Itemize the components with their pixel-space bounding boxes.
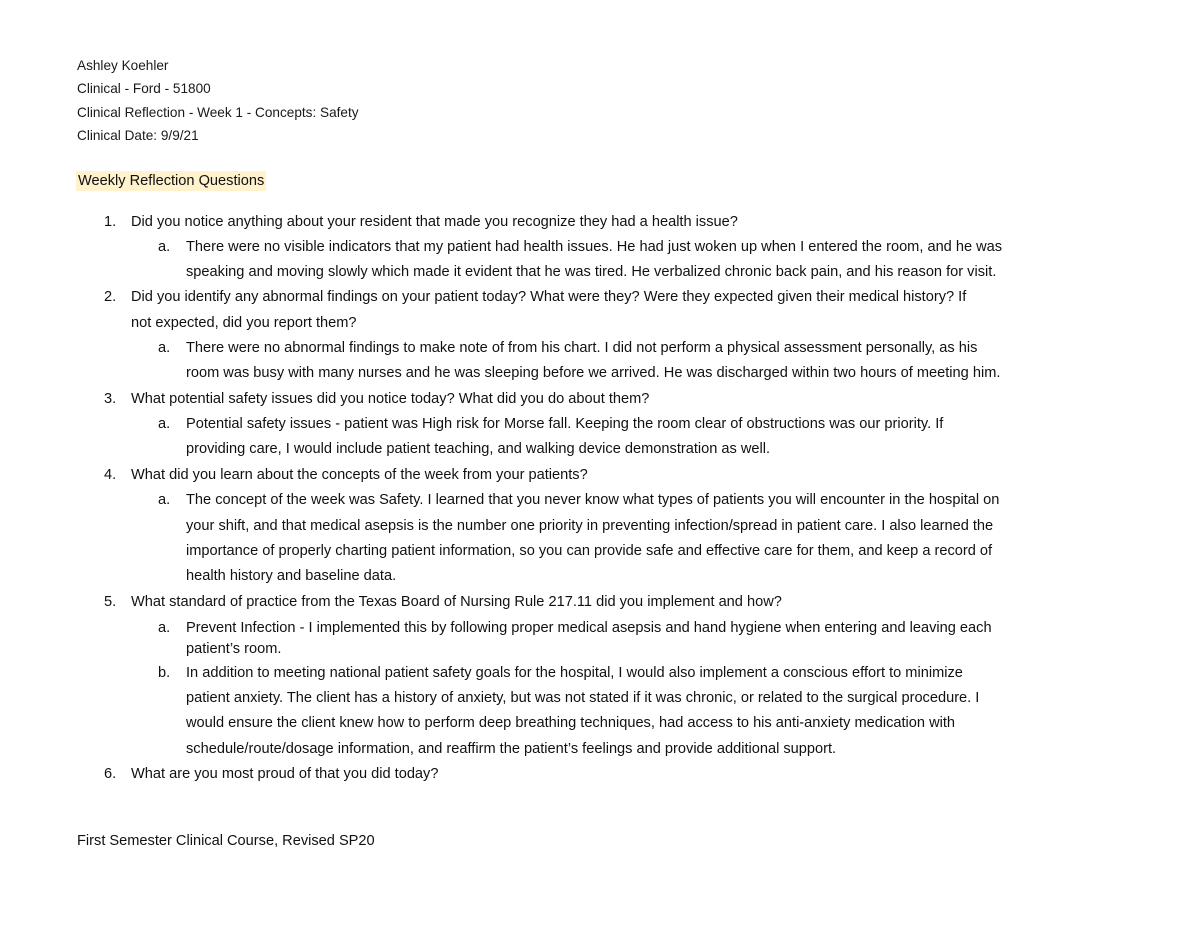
answer-letter: a. xyxy=(158,416,171,432)
answer-letter: a. xyxy=(158,239,171,255)
section-title: Weekly Reflection Questions xyxy=(78,173,265,189)
clinical-date: Clinical Date: 9/9/21 xyxy=(77,128,199,143)
question-number: 1. xyxy=(104,214,117,230)
answer-text: Prevent Infection - I implemented this by following proper medical asepsis and hand hygiene when entering and leaving each xyxy=(186,620,992,636)
question-text: What did you learn about the concepts of the week from your patients? xyxy=(131,467,588,483)
question-number: 6. xyxy=(104,766,117,782)
question-text: What potential safety issues did you notice today? What did you do about them? xyxy=(131,391,650,407)
answer-text: Potential safety issues - patient was High risk for Morse fall. Keeping the room clear of obstructions was our priority. If xyxy=(186,416,944,432)
question-number: 3. xyxy=(104,391,117,407)
answer-letter: a. xyxy=(158,340,171,356)
answer-letter: a. xyxy=(158,492,171,508)
answer-text: speaking and moving slowly which made it evident that he was tired. He verbalized chronic back pain, and his reason for visit. xyxy=(186,264,997,280)
question-text: What standard of practice from the Texas Board of Nursing Rule 217.11 did you implement and how? xyxy=(131,594,782,610)
answer-text: patient’s room. xyxy=(186,641,282,657)
answer-text: room was busy with many nurses and he was sleeping before we arrived. He was discharged within two hours of meeting him. xyxy=(186,365,1001,381)
reflection-title: Clinical Reflection - Week 1 - Concepts: Safety xyxy=(77,105,359,120)
answer-text: schedule/route/dosage information, and reaffirm the patient’s feelings and provide additional support. xyxy=(186,741,837,757)
answer-letter: b. xyxy=(158,665,171,681)
student-name: Ashley Koehler xyxy=(77,58,169,73)
question-text: What are you most proud of that you did today? xyxy=(131,766,439,782)
answer-letter: a. xyxy=(158,620,171,636)
answer-text: your shift, and that medical asepsis is the number one priority in preventing infection/spread in patient care. I also learned the xyxy=(186,518,994,534)
answer-text: health history and baseline data. xyxy=(186,568,397,584)
question-number: 2. xyxy=(104,289,117,305)
answer-text: patient anxiety. The client has a history of anxiety, but was not stated if it was chronic, or related to the surgical procedure. I xyxy=(186,690,980,706)
question-text: Did you identify any abnormal findings on your patient today? What were they? Were they expected given their medical history? If xyxy=(131,289,967,305)
answer-text: providing care, I would include patient teaching, and walking device demonstration as well. xyxy=(186,441,771,457)
answer-text: importance of properly charting patient information, so you can provide safe and effective care for them, and keep a record of xyxy=(186,543,993,559)
page-footer: First Semester Clinical Course, Revised SP20 xyxy=(77,833,375,849)
clinical-info: Clinical - Ford - 51800 xyxy=(77,81,211,96)
question-text: not expected, did you report them? xyxy=(131,315,357,331)
question-text: Did you notice anything about your resident that made you recognize they had a health issue? xyxy=(131,214,738,230)
question-number: 5. xyxy=(104,594,117,610)
answer-text: There were no visible indicators that my patient had health issues. He had just woken up when I entered the room, and he was xyxy=(186,239,1003,255)
answer-text: In addition to meeting national patient safety goals for the hospital, I would also implement a conscious effort to minimize xyxy=(186,665,963,681)
question-number: 4. xyxy=(104,467,117,483)
answer-text: would ensure the client knew how to perform deep breathing techniques, had access to his anti-anxiety medication with xyxy=(186,715,956,731)
answer-text: There were no abnormal findings to make note of from his chart. I did not perform a physical assessment personally, as his xyxy=(186,340,978,356)
answer-text: The concept of the week was Safety. I learned that you never know what types of patients you will encounter in the hospital on xyxy=(186,492,1000,508)
